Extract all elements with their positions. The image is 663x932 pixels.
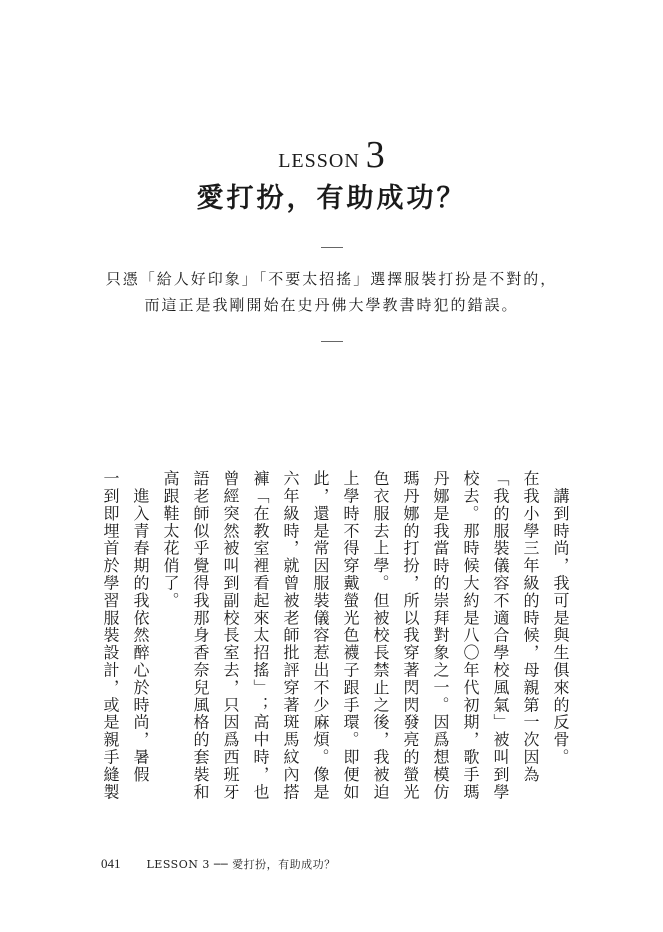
page-number: 041 [101,856,121,871]
body-column: 丹娜是我當時的崇拜對象之一。因爲想模仿 [431,470,450,801]
body-column: 六年級時，就曾被老師批評穿著斑馬紋內搭 [281,470,300,801]
lesson-number: 3 [365,134,385,176]
body-text [95,470,575,818]
intro-line-1: 只憑「給人好印象」「不要太招搖」選擇服裝打扮是不對的， [105,270,558,288]
body-column: 「我的服裝儀容不適合學校風氣」被叫到學 [491,470,510,801]
body-column: 語老師似乎覺得我那身香奈兒風格的套裝和 [191,470,210,801]
page-footer [101,857,336,870]
body-column: 褲「在教室裡看起來太招搖」；高中時，也 [251,470,270,801]
divider-bottom [321,341,343,342]
body-column: 進入青春期的我依然醉心於時尚，暑假 [131,470,150,784]
body-column: 一到即埋首於學習服裝設計，或是親手縫製 [101,470,120,801]
body-column: 此，還是常因服裝儀容惹出不少麻煩。像是 [311,470,330,801]
chapter-title: 愛打扮，有助成功？ [196,183,467,214]
body-column: 校去。那時候大約是八〇年代初期，歌手瑪 [461,470,480,801]
body-column: 色衣服去上學。但被校長禁止之後，我被迫 [371,470,390,801]
body-column: 在我小學三年級的時候，母親第一次因為 [521,470,540,784]
divider-top [321,247,343,248]
body-column: 瑪丹娜的打扮，所以我穿著閃閃發亮的螢光 [401,470,420,801]
body-column: 曾經突然被叫到副校長室去，只因爲西班牙 [221,470,240,801]
lesson-label [0,136,663,174]
lesson-word: LESSON [278,150,360,172]
intro-line-2: 而這正是我剛開始在史丹佛大學教書時犯的錯誤。 [144,296,519,314]
running-head: LESSON 3 ── 愛打扮，有助成功？ [146,858,336,871]
body-column: 上學時不得穿戴螢光色襪子跟手環。即便如 [341,470,360,801]
body-column: 高跟鞋太花俏了。 [161,470,180,610]
body-column: 講到時尚，我可是與生俱來的反骨。 [551,470,570,766]
